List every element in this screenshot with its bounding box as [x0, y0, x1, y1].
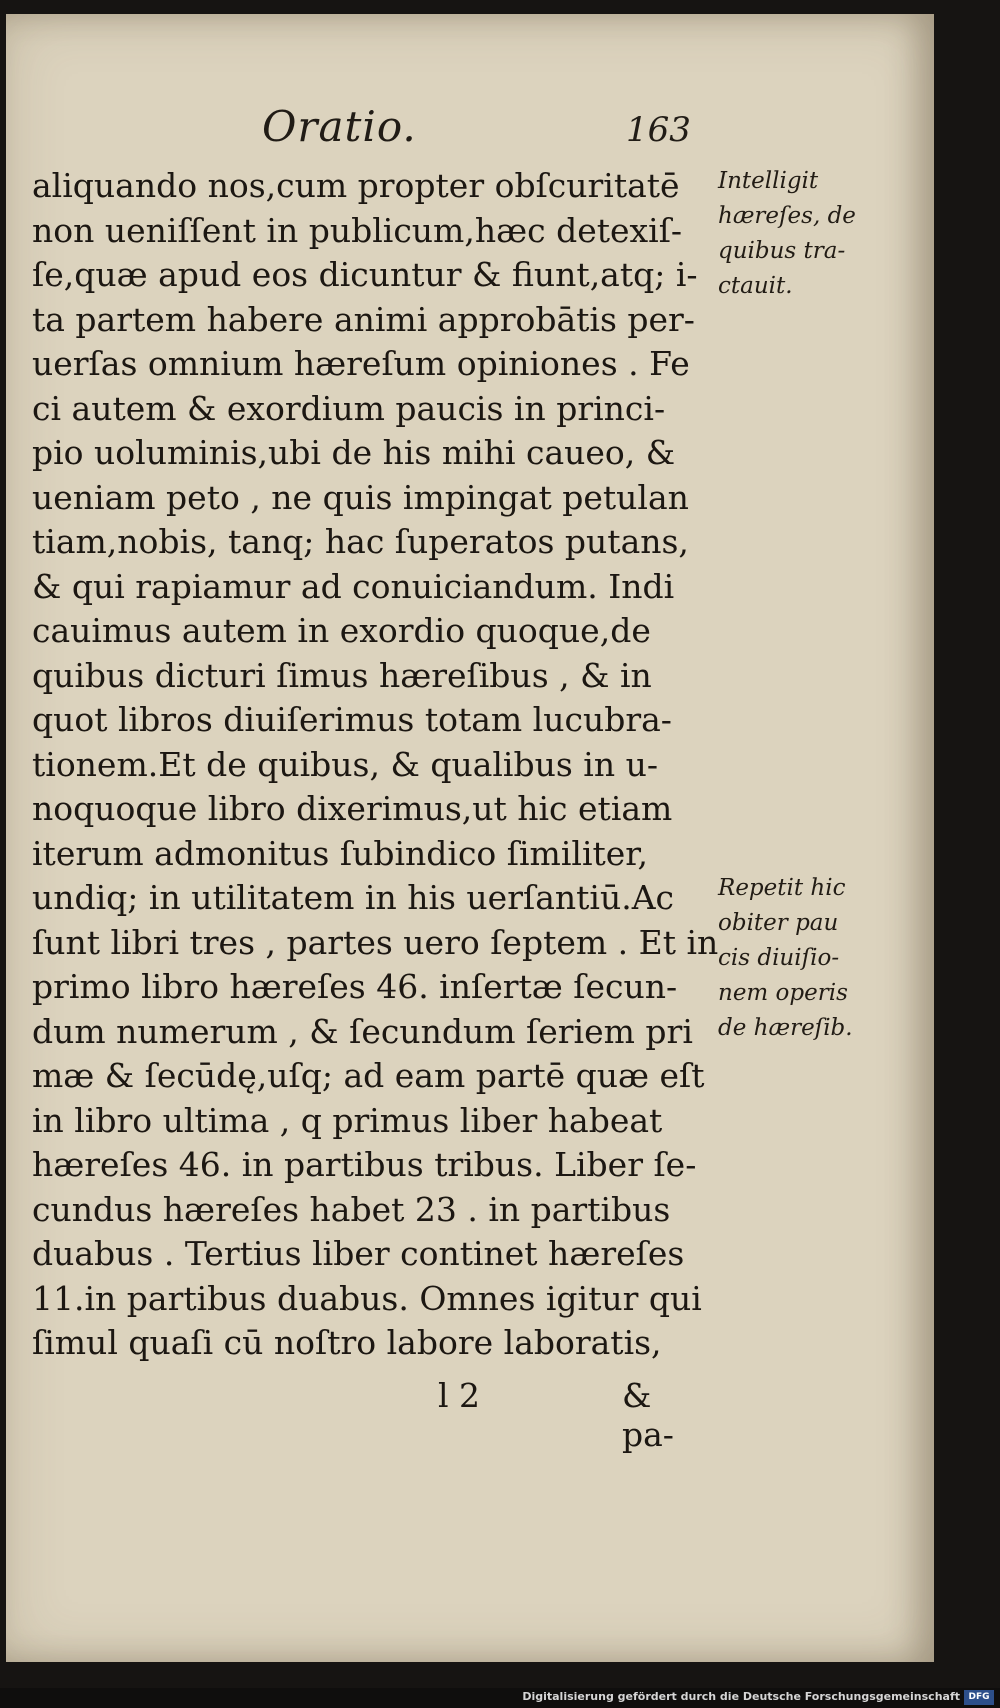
- text-line: iterum admonitus ſubindico ſimiliter,: [32, 833, 648, 873]
- text-line: undiq; in utilitatem in his uerſantiū.Ac: [32, 878, 675, 917]
- text-line: cundus hæreſes habet 23 . in partibus: [32, 1189, 671, 1229]
- text-line: aliquando nos,cum propter obſcuritatē: [32, 166, 680, 205]
- text-line: in libro ultima , q primus liber habeat: [32, 1100, 663, 1140]
- text-line: duabus . Tertius liber continet hæreſes: [32, 1234, 685, 1273]
- marginal-note-line: quibus tra-: [718, 238, 846, 264]
- text-line: primo libro hæreſes 46. inſertæ ſecun-: [32, 967, 678, 1006]
- marginal-note-line: de hæreſib.: [718, 1015, 853, 1041]
- text-line: tiam,nobis, tanq; hac ſuperatos putans,: [32, 522, 689, 561]
- marginal-note-line: nem operis: [718, 980, 848, 1006]
- text-line: quot libros diuiſerimus totam lucubra-: [32, 700, 672, 739]
- text-line: uerſas omnium hæreſum opiniones . Fe: [32, 344, 690, 383]
- text-line: dum numerum , & ſecundum ſeriem pri: [32, 1011, 693, 1051]
- footer-bar: [0, 1688, 1000, 1708]
- text-line: ſe,quæ apud eos dicuntur & fiunt,atq; i-: [32, 255, 698, 294]
- marginal-note-line: hæreſes, de: [718, 203, 856, 229]
- running-head: Oratio.: [262, 102, 417, 151]
- text-line: quibus dicturi ſimus hæreſibus , & in: [32, 655, 652, 695]
- text-line: 11.in partibus duabus. Omnes igitur qui: [32, 1278, 702, 1318]
- funding-credit: Digitalisierung gefördert durch die Deutsche Forschungsgemeinschaft: [522, 1690, 960, 1703]
- main-text-block: [32, 164, 719, 1366]
- marginal-note-line: ctauit.: [718, 273, 793, 299]
- text-line: ſunt libri tres , partes uero ſeptem . Et in: [32, 922, 719, 962]
- marginal-note-line: Repetit hic: [718, 875, 846, 901]
- text-line: ueniam peto , ne quis impingat petulan: [32, 477, 689, 517]
- text-line: tionem.Et de quibus, & qualibus in u-: [32, 744, 658, 784]
- dfg-logo-icon: DFG: [964, 1690, 994, 1705]
- catchword: & pa-: [622, 1376, 674, 1454]
- signature-mark: l 2: [438, 1376, 481, 1415]
- text-line: & qui rapiamur ad conuiciandum. Indi: [32, 566, 675, 606]
- text-line: hæreſes 46. in partibus tribus. Liber ſe-: [32, 1145, 697, 1184]
- text-line: cauimus autem in exordio quoque,de: [32, 611, 651, 650]
- text-line: pio uoluminis,ubi de his mihi caueo, &: [32, 433, 676, 472]
- text-line: ta partem habere animi approbātis per-: [32, 299, 695, 339]
- marginal-note-line: obiter pau: [718, 910, 839, 936]
- marginal-note-line: Intelligit: [718, 168, 819, 194]
- text-line: non ueniſſent in publicum,hæc detexiſ-: [32, 210, 683, 250]
- marginal-note: [718, 164, 856, 304]
- marginal-note: [718, 871, 853, 1046]
- text-line: ci autem & exordium paucis in princi-: [32, 388, 666, 428]
- text-line: mæ & ſecūdę,uſq; ad eam partē quæ eſt: [32, 1056, 705, 1095]
- book-page: [6, 14, 934, 1662]
- marginal-note-line: cis diuiſio-: [718, 945, 840, 971]
- page-number: 163: [626, 110, 691, 150]
- text-line: ſimul quaſi cū noſtro labore laboratis,: [32, 1323, 662, 1362]
- text-line: noquoque libro dixerimus,ut hic etiam: [32, 789, 673, 828]
